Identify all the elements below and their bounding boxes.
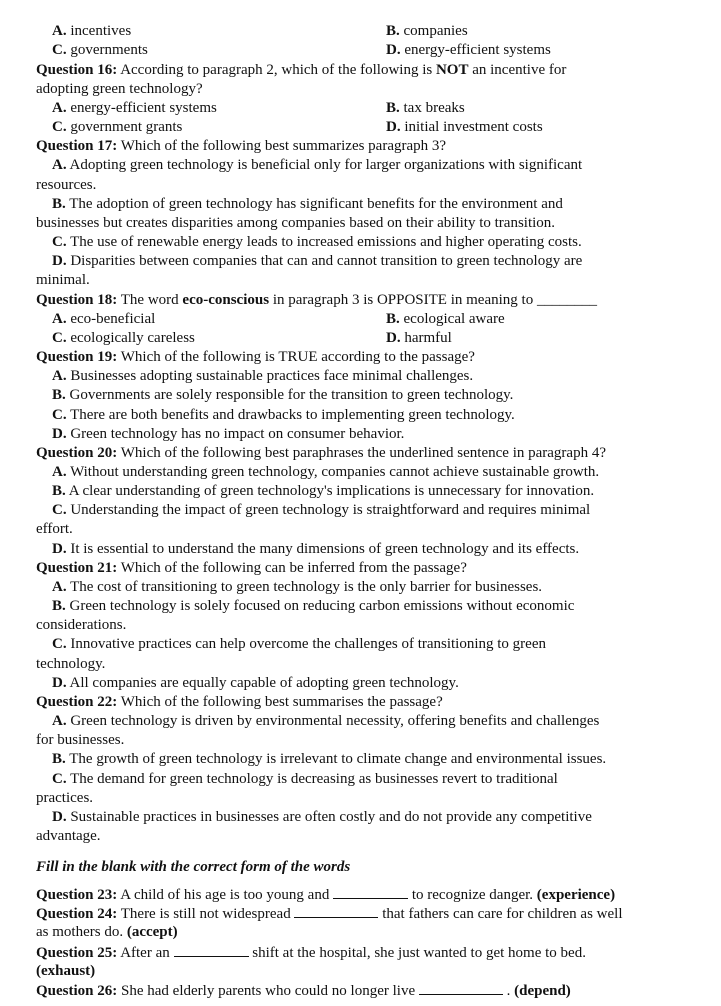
- q17-option-b-cont: businesses but creates disparities among companies based on their ability to transition.: [36, 215, 556, 231]
- option-text: Green technology is solely focused on reducing carbon emissions without economic: [65, 598, 575, 614]
- question-label: Question 17:: [36, 138, 118, 154]
- question-text: After an: [117, 945, 174, 961]
- q16-option-d: [386, 118, 543, 137]
- option-letter: B.: [52, 483, 66, 499]
- q20-option-b: [52, 482, 594, 501]
- q18-option-c: [52, 329, 195, 348]
- option-letter: B.: [52, 598, 66, 614]
- option-letter: C.: [52, 330, 67, 346]
- option-text: There are both benefits and drawbacks to implementing green technology.: [66, 407, 515, 423]
- option-text: Understanding the impact of green technology is straightforward and requires minimal: [66, 502, 591, 518]
- q22-option-b: [52, 750, 606, 769]
- stem-text: The word: [117, 292, 183, 308]
- option-text: Green technology has no impact on consumer behavior.: [66, 426, 405, 442]
- option-text: tax breaks: [399, 100, 465, 116]
- root-word: (accept): [126, 924, 178, 940]
- option-text: All companies are equally capable of adopting green technology.: [66, 675, 459, 691]
- q25: [36, 943, 586, 963]
- q22-option-c-cont: practices.: [36, 790, 94, 806]
- question-label: Question 18:: [36, 292, 118, 308]
- q15-option-c: [52, 41, 148, 60]
- option-text: energy-efficient systems: [400, 42, 551, 58]
- option-text: Disparities between companies that can and cannot transition to green technology are: [66, 253, 583, 269]
- option-letter: B.: [52, 196, 66, 212]
- q22-stem: [36, 693, 443, 712]
- q16-stem-cont: adopting green technology?: [36, 81, 203, 97]
- question-label: Question 22:: [36, 694, 118, 710]
- section-heading: Fill in the blank with the correct form of the words: [36, 859, 351, 875]
- option-text: Adopting green technology is beneficial only for larger organizations with significant: [66, 157, 583, 173]
- option-letter: C.: [52, 771, 67, 787]
- question-text: to recognize danger.: [408, 887, 537, 903]
- stem-text: Which of the following is TRUE according to the passage?: [117, 349, 475, 365]
- option-letter: A.: [52, 311, 67, 327]
- stem-text: Which of the following can be inferred from the passage?: [117, 560, 467, 576]
- option-letter: A.: [52, 368, 67, 384]
- option-text: initial investment costs: [400, 119, 543, 135]
- option-letter: C.: [52, 636, 67, 652]
- option-letter: B.: [52, 751, 66, 767]
- q23: [36, 885, 615, 905]
- option-letter: B.: [386, 23, 400, 39]
- option-text: eco-beneficial: [66, 311, 156, 327]
- option-text: Businesses adopting sustainable practices face minimal challenges.: [66, 368, 474, 384]
- q16-option-c: [52, 118, 182, 137]
- root-word: (depend): [514, 983, 571, 999]
- q17-option-a: [52, 156, 582, 175]
- option-text: The growth of green technology is irrelevant to climate change and environmental issues.: [65, 751, 607, 767]
- answer-blank[interactable]: [294, 904, 378, 918]
- q18-option-b: [386, 310, 505, 329]
- q21-option-b: [52, 597, 574, 616]
- question-label: Question 16:: [36, 62, 118, 78]
- q20-option-c: [52, 501, 590, 520]
- option-letter: A.: [52, 579, 67, 595]
- option-text: ecological aware: [399, 311, 505, 327]
- q16-stem: [36, 61, 566, 80]
- question-text: that fathers can care for children as well: [378, 906, 623, 922]
- q15-option-d: [386, 41, 551, 60]
- question-label: Question 23:: [36, 887, 118, 903]
- option-letter: C.: [52, 407, 67, 423]
- q17-option-a-cont: resources.: [36, 177, 97, 193]
- q26: [36, 981, 571, 1001]
- q15-option-b: [386, 22, 468, 41]
- stem-emphasis: NOT: [435, 62, 469, 78]
- q18-option-a: [52, 310, 155, 329]
- q25-cont: [36, 962, 95, 981]
- option-text: ecologically careless: [66, 330, 195, 346]
- q24: [36, 904, 623, 924]
- option-letter: B.: [386, 311, 400, 327]
- q19-option-a: [52, 367, 473, 386]
- option-text: The cost of transitioning to green technology is the only barrier for businesses.: [66, 579, 543, 595]
- q20-stem: [36, 444, 606, 463]
- q21-option-c-cont: technology.: [36, 656, 106, 672]
- stem-text: According to paragraph 2, which of the following is: [117, 62, 436, 78]
- option-text: The demand for green technology is decreasing as businesses revert to traditional: [66, 771, 558, 787]
- option-letter: B.: [386, 100, 400, 116]
- option-letter: B.: [52, 387, 66, 403]
- question-label: Question 24:: [36, 906, 118, 922]
- stem-text: Which of the following best paraphrases the underlined sentence in paragraph 4?: [117, 445, 606, 461]
- option-letter: D.: [52, 541, 67, 557]
- stem-text: an incentive for: [468, 62, 567, 78]
- option-letter: A.: [52, 157, 67, 173]
- option-text: companies: [399, 23, 468, 39]
- option-text: Governments are solely responsible for the transition to green technology.: [65, 387, 514, 403]
- option-text: governments: [66, 42, 148, 58]
- q19-option-c: [52, 406, 515, 425]
- q20-option-d: [52, 540, 579, 559]
- option-text: Green technology is driven by environmental necessity, offering benefits and challenges: [66, 713, 600, 729]
- option-text: incentives: [66, 23, 132, 39]
- q18-option-d: [386, 329, 452, 348]
- q20-option-a: [52, 463, 599, 482]
- q19-option-d: [52, 425, 404, 444]
- question-text: She had elderly parents who could no longer live: [117, 983, 419, 999]
- option-letter: A.: [52, 23, 67, 39]
- option-letter: C.: [52, 234, 67, 250]
- question-label: Question 25:: [36, 945, 118, 961]
- option-text: Sustainable practices in businesses are often costly and do not provide any competitive: [66, 809, 592, 825]
- option-text: harmful: [400, 330, 452, 346]
- q16-option-a: [52, 99, 217, 118]
- q21-option-a: [52, 578, 542, 597]
- question-text: A child of his age is too young and: [117, 887, 334, 903]
- q24-cont: [36, 923, 178, 942]
- q19-option-b: [52, 386, 513, 405]
- q18-stem: [36, 291, 597, 310]
- option-text: The adoption of green technology has significant benefits for the environment and: [65, 196, 563, 212]
- option-letter: C.: [52, 42, 67, 58]
- question-text: .: [502, 983, 515, 999]
- option-letter: A.: [52, 100, 67, 116]
- stem-emphasis: eco-conscious: [182, 292, 270, 308]
- option-letter: D.: [52, 809, 67, 825]
- root-word: (exhaust): [36, 963, 96, 979]
- option-letter: A.: [52, 713, 67, 729]
- option-letter: C.: [52, 502, 67, 518]
- q22-option-d: [52, 808, 592, 827]
- q21-option-b-cont: considerations.: [36, 617, 127, 633]
- question-label: Question 20:: [36, 445, 118, 461]
- q20-option-c-cont: effort.: [36, 521, 73, 537]
- q16-option-b: [386, 99, 465, 118]
- option-letter: C.: [52, 119, 67, 135]
- question-text: There is still not widespread: [117, 906, 295, 922]
- option-text: government grants: [66, 119, 183, 135]
- root-word: (experience): [536, 887, 616, 903]
- q22-option-d-cont: advantage.: [36, 828, 101, 844]
- q21-option-c: [52, 635, 546, 654]
- option-text: energy-efficient systems: [66, 100, 217, 116]
- option-letter: D.: [52, 253, 67, 269]
- q17-option-d-cont: minimal.: [36, 272, 90, 288]
- q22-option-a: [52, 712, 599, 731]
- option-letter: D.: [52, 675, 67, 691]
- option-text: The use of renewable energy leads to increased emissions and higher operating costs.: [66, 234, 582, 250]
- q21-option-d: [52, 674, 459, 693]
- q15-option-a: [52, 22, 131, 41]
- stem-text: Which of the following best summarizes paragraph 3?: [117, 138, 447, 154]
- question-text: as mothers do.: [36, 924, 127, 940]
- answer-blank[interactable]: [174, 943, 249, 957]
- answer-blank[interactable]: [333, 885, 408, 899]
- q19-stem: [36, 348, 475, 367]
- option-letter: D.: [386, 330, 401, 346]
- stem-text: in paragraph 3 is OPPOSITE in meaning to ________: [269, 292, 597, 308]
- option-text: It is essential to understand the many dimensions of green technology and its effects.: [66, 541, 580, 557]
- question-label: Question 26:: [36, 983, 118, 999]
- option-text: A clear understanding of green technology's implications is unnecessary for innovation.: [65, 483, 595, 499]
- q22-option-c: [52, 770, 558, 789]
- option-letter: A.: [52, 464, 67, 480]
- option-letter: D.: [386, 42, 401, 58]
- q17-option-c: [52, 233, 582, 252]
- q17-option-d: [52, 252, 582, 271]
- option-letter: D.: [52, 426, 67, 442]
- q17-option-b: [52, 195, 563, 214]
- answer-blank[interactable]: [419, 981, 503, 995]
- q22-option-a-cont: for businesses.: [36, 732, 125, 748]
- q21-stem: [36, 559, 467, 578]
- option-text: Innovative practices can help overcome the challenges of transitioning to green: [66, 636, 546, 652]
- question-label: Question 19:: [36, 349, 118, 365]
- q17-stem: [36, 137, 446, 156]
- question-label: Question 21:: [36, 560, 118, 576]
- option-text: Without understanding green technology, companies cannot achieve sustainable growth.: [66, 464, 600, 480]
- option-letter: D.: [386, 119, 401, 135]
- question-text: shift at the hospital, she just wanted to get home to bed.: [248, 945, 586, 961]
- stem-text: Which of the following best summarises the passage?: [117, 694, 443, 710]
